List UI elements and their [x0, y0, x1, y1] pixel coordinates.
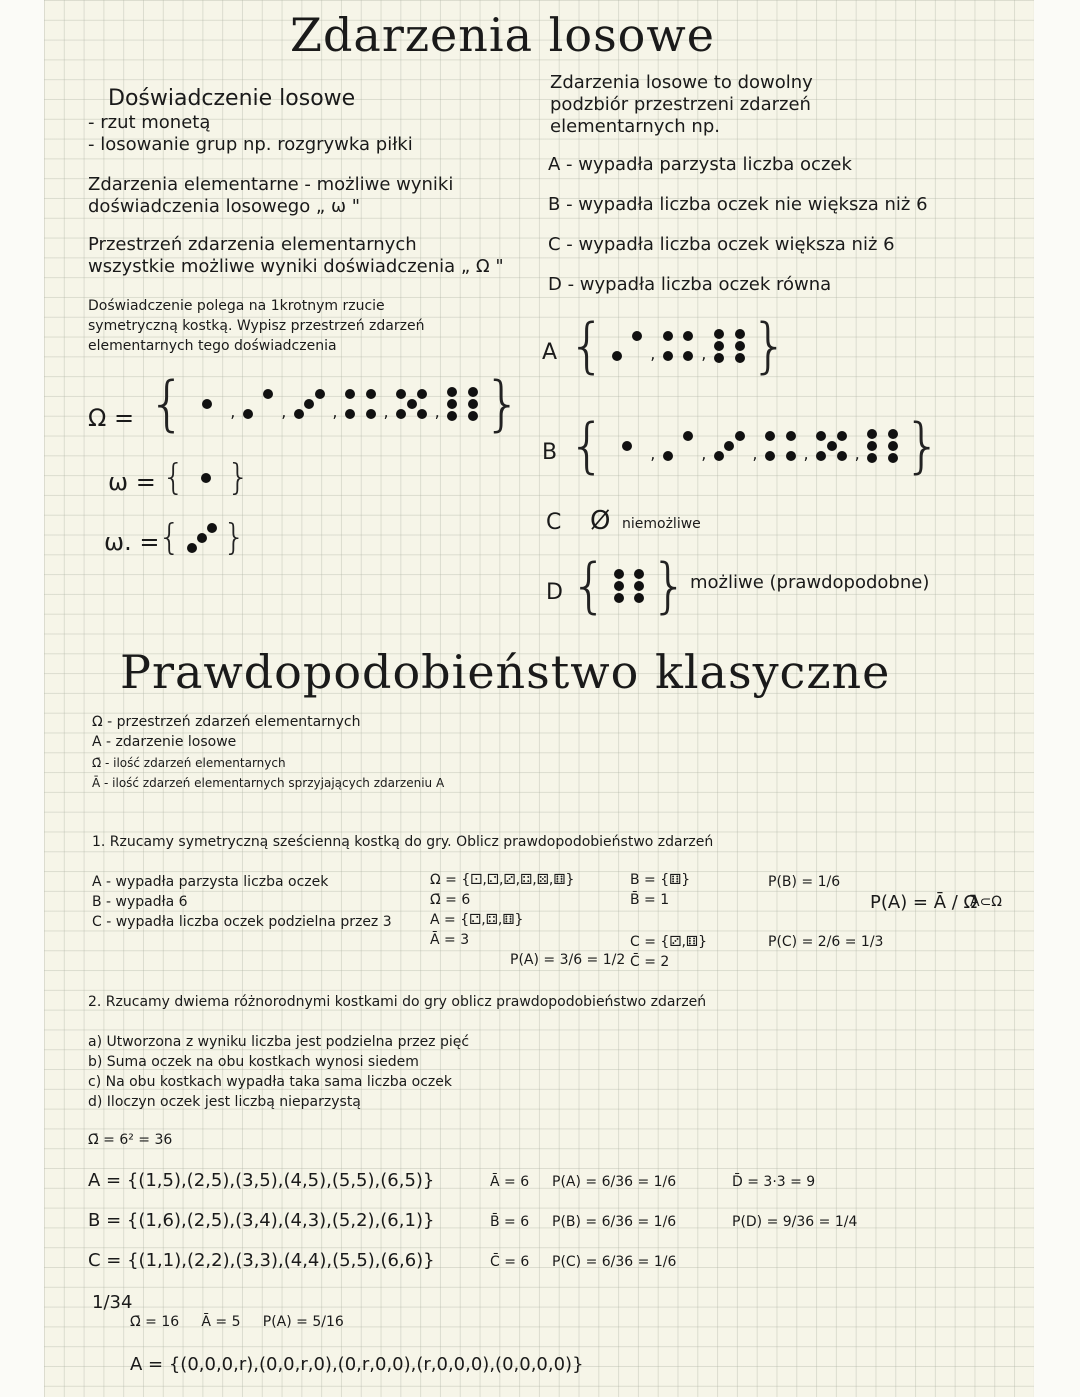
- die-pip: [315, 389, 325, 399]
- omega2-dice: [181, 521, 223, 555]
- experiment-heading: Doświadczenie losowe: [108, 86, 356, 111]
- set-b: [568, 411, 942, 481]
- die-pip: [614, 569, 624, 579]
- die-pip: [632, 331, 642, 341]
- omega-dice: [186, 387, 483, 421]
- set-d-dice: [608, 569, 650, 603]
- problem2-p-a: P(A) = 6/36 = 1/6: [552, 1174, 677, 1190]
- separator: ,: [281, 402, 287, 421]
- legend-omega-count: Ω̄ - ilość zdarzeń elementarnych: [92, 756, 286, 770]
- open-brace: {: [162, 457, 185, 498]
- set-c-label: C: [546, 510, 562, 535]
- problem1-pc: P(C) = 2/6 = 1/3: [768, 934, 884, 950]
- die-face-2: [610, 329, 644, 363]
- die-pip: [201, 473, 211, 483]
- die-pip: [683, 431, 693, 441]
- problem1-pa: P(A) = 3/6 = 1/2: [510, 952, 626, 968]
- task-text: Doświadczenie polega na 1krotnym rzucie symetryczną kostką. Wypisz przestrzeń zdarzeń elementarnych tego doświadczenia: [88, 298, 425, 354]
- open-brace: {: [148, 369, 187, 439]
- die-pip: [447, 411, 457, 421]
- die-pip: [345, 389, 355, 399]
- omega1-set: [162, 457, 250, 498]
- problem2-p-c: P(C) = 6/36 = 1/6: [552, 1254, 677, 1270]
- experiment-item-2: - losowanie grup np. rozgrywka piłki: [88, 134, 413, 155]
- die-pip: [202, 399, 212, 409]
- die-face-1: [189, 461, 223, 495]
- die-pip: [786, 431, 796, 441]
- omega2-set: [158, 517, 246, 558]
- die-pip: [714, 353, 724, 363]
- set-d: [570, 551, 689, 621]
- event-c-desc: C - wypadła liczba oczek większa niż 6: [548, 234, 895, 255]
- die-pip: [735, 353, 745, 363]
- separator: ,: [854, 444, 860, 463]
- die-pip: [417, 409, 427, 419]
- die-face-3: [185, 521, 219, 555]
- page-title: Zdarzenia losowe: [290, 8, 715, 62]
- die-pip: [634, 581, 644, 591]
- die-face-4: [661, 329, 695, 363]
- die-pip: [614, 593, 624, 603]
- problem2-count-d: D̄ = 3·3 = 9: [732, 1174, 816, 1190]
- die-pip: [614, 581, 624, 591]
- die-pip: [187, 543, 197, 553]
- die-pip: [786, 451, 796, 461]
- set-a-dice: [606, 329, 750, 363]
- die-face-5: [395, 387, 429, 421]
- left-margin: [0, 0, 44, 1397]
- die-pip: [304, 399, 314, 409]
- omega2-label: ω. =: [104, 528, 160, 556]
- close-brace: }: [222, 517, 246, 558]
- set-b-label: B: [542, 440, 558, 465]
- separator: ,: [650, 444, 656, 463]
- die-pip: [447, 399, 457, 409]
- separator: ,: [434, 402, 440, 421]
- problem1-omega-calc: Ω = {⚀,⚁,⚂,⚃,⚄,⚅} Ω̄ = 6 A = {⚁,⚃,⚅} Ā = 3: [430, 872, 575, 948]
- die-face-6: [612, 569, 646, 603]
- die-pip: [612, 351, 622, 361]
- set-d-note: możliwe (prawdopodobne): [690, 572, 930, 593]
- problem2-statement: 2. Rzucamy dwiema różnorodnymi kostkami do gry oblicz prawdopodobieństwo zdarzeń: [88, 994, 707, 1010]
- die-pip: [634, 569, 644, 579]
- open-brace: {: [570, 551, 609, 621]
- problem3-line1: Ω̄ = 16 Ā = 5 P(A) = 5/16: [130, 1314, 344, 1330]
- problem2-count-c: C̄ = 6: [490, 1254, 530, 1270]
- die-pip: [837, 431, 847, 441]
- problem2-set-c: C = {(1,1),(2,2),(3,3),(4,4),(5,5),(6,6)}: [88, 1250, 435, 1271]
- separator: ,: [803, 444, 809, 463]
- omega1-dice: [185, 461, 227, 495]
- legend-omega: Ω - przestrzeń zdarzeń elementarnych: [92, 714, 361, 730]
- close-brace: }: [750, 311, 789, 381]
- die-pip: [683, 331, 693, 341]
- die-pip: [294, 409, 304, 419]
- problem1-c-calc: C = {⚂,⚅} C̄ = 2: [630, 934, 708, 970]
- set-d-label: D: [546, 580, 563, 605]
- empty-set-symbol: Ø: [590, 506, 611, 536]
- die-face-1: [190, 387, 224, 421]
- open-brace: {: [568, 411, 607, 481]
- die-pip: [867, 429, 877, 439]
- close-brace: }: [903, 411, 942, 481]
- die-pip: [407, 399, 417, 409]
- elementary-definition: Zdarzenia elementarne - możliwe wyniki doświadczenia losowego „ ω ": [88, 174, 454, 217]
- die-pip: [837, 451, 847, 461]
- event-d-desc: D - wypadła liczba oczek równa: [548, 274, 832, 295]
- close-brace: }: [483, 369, 522, 439]
- die-face-4: [343, 387, 377, 421]
- open-brace: {: [158, 517, 181, 558]
- event-b-desc: B - wypadła liczba oczek nie większa niż 6: [548, 194, 928, 215]
- die-pip: [396, 409, 406, 419]
- close-brace: }: [650, 551, 689, 621]
- die-pip: [765, 431, 775, 441]
- set-b-dice: [606, 429, 903, 463]
- die-pip: [468, 387, 478, 397]
- die-pip: [867, 453, 877, 463]
- die-pip: [816, 431, 826, 441]
- die-pip: [735, 431, 745, 441]
- close-brace: }: [226, 457, 250, 498]
- separator: ,: [230, 402, 236, 421]
- die-pip: [366, 409, 376, 419]
- die-pip: [827, 441, 837, 451]
- die-pip: [724, 441, 734, 451]
- space-definition: Przestrzeń zdarzenia elementarnych wszystkie możliwe wyniki doświadczenia „ Ω ": [88, 234, 504, 277]
- die-pip: [888, 453, 898, 463]
- problem2-p-b: P(B) = 6/36 = 1/6: [552, 1214, 677, 1230]
- event-a-desc: A - wypadła parzysta liczba oczek: [548, 154, 852, 175]
- random-event-definition: Zdarzenia losowe to dowolny podzbiór przestrzeni zdarzeń elementarnych np.: [550, 72, 813, 137]
- die-face-6: [446, 387, 480, 421]
- die-pip: [663, 331, 673, 341]
- problem3-number: 1/34: [92, 1292, 133, 1313]
- die-face-4: [763, 429, 797, 463]
- die-pip: [366, 389, 376, 399]
- die-pip: [263, 389, 273, 399]
- die-pip: [765, 451, 775, 461]
- omega-label: Ω =: [88, 404, 135, 432]
- problem2-count-b: B̄ = 6: [490, 1214, 530, 1230]
- set-c-note: niemożliwe: [622, 516, 701, 532]
- subset-note: A⊂Ω: [970, 894, 1003, 910]
- die-face-1: [610, 429, 644, 463]
- set-a: [568, 311, 789, 381]
- die-pip: [417, 389, 427, 399]
- die-face-5: [815, 429, 849, 463]
- problem1-b-calc: B = {⚅} B̄ = 1: [630, 872, 691, 908]
- legend-a: A - zdarzenie losowe: [92, 734, 237, 750]
- die-pip: [396, 389, 406, 399]
- die-pip: [714, 341, 724, 351]
- die-pip: [735, 329, 745, 339]
- die-face-2: [241, 387, 275, 421]
- die-pip: [867, 441, 877, 451]
- die-pip: [714, 329, 724, 339]
- die-pip: [634, 593, 644, 603]
- die-pip: [735, 341, 745, 351]
- die-pip: [683, 351, 693, 361]
- separator: ,: [650, 344, 656, 363]
- problem2-set-b: B = {(1,6),(2,5),(3,4),(4,3),(5,2),(6,1)}: [88, 1210, 435, 1231]
- omega1-label: ω =: [108, 468, 156, 496]
- die-pip: [447, 387, 457, 397]
- problem2-p-d: P(D) = 9/36 = 1/4: [732, 1214, 858, 1230]
- die-face-6: [866, 429, 900, 463]
- die-pip: [663, 451, 673, 461]
- problem1-statement: 1. Rzucamy symetryczną sześcienną kostką do gry. Oblicz prawdopodobieństwo zdarzeń: [92, 834, 714, 850]
- right-margin: [1034, 0, 1080, 1397]
- die-pip: [243, 409, 253, 419]
- separator: ,: [701, 444, 707, 463]
- legend-a-count: Ā - ilość zdarzeń elementarnych sprzyjających zdarzeniu A: [92, 776, 445, 790]
- experiment-item-1: - rzut monetą: [88, 112, 211, 133]
- separator: ,: [752, 444, 758, 463]
- die-pip: [622, 441, 632, 451]
- problem3-line2: A = {(0,0,0,r),(0,0,r,0),(0,r,0,0),(r,0,0,0),(0,0,0,0)}: [130, 1354, 584, 1375]
- set-a-label: A: [542, 340, 558, 365]
- die-pip: [714, 451, 724, 461]
- die-face-6: [712, 329, 746, 363]
- open-brace: {: [568, 311, 607, 381]
- die-pip: [345, 409, 355, 419]
- die-face-3: [292, 387, 326, 421]
- die-pip: [468, 411, 478, 421]
- die-face-2: [661, 429, 695, 463]
- problem1-events: A - wypadła parzysta liczba oczek B - wypadła 6 C - wypadła liczba oczek podzielna przez 3: [92, 874, 392, 930]
- die-pip: [663, 351, 673, 361]
- problem2-set-a: A = {(1,5),(2,5),(3,5),(4,5),(5,5),(6,5)}: [88, 1170, 435, 1191]
- separator: ,: [383, 402, 389, 421]
- problem2-items: a) Utworzona z wyniku liczba jest podzielna przez pięć b) Suma oczek na obu kostkach wynosi siedem c) Na obu kostkach wypadła taka sama liczba oczek d) Iloczyn oczek jest liczbą nieparzystą: [88, 1034, 470, 1110]
- problem2-omega: Ω̄ = 6² = 36: [88, 1132, 173, 1148]
- omega-set: [148, 369, 522, 439]
- probability-formula: P(A) = Ā / Ω̄: [870, 892, 978, 913]
- die-pip: [888, 429, 898, 439]
- problem2-count-a: Ā = 6: [490, 1174, 530, 1190]
- problem1-pb: P(B) = 1/6: [768, 874, 841, 890]
- separator: ,: [701, 344, 707, 363]
- die-pip: [468, 399, 478, 409]
- die-pip: [888, 441, 898, 451]
- die-pip: [816, 451, 826, 461]
- die-pip: [197, 533, 207, 543]
- separator: ,: [332, 402, 338, 421]
- section-title: Prawdopodobieństwo klasyczne: [120, 645, 891, 699]
- die-pip: [207, 523, 217, 533]
- die-face-3: [712, 429, 746, 463]
